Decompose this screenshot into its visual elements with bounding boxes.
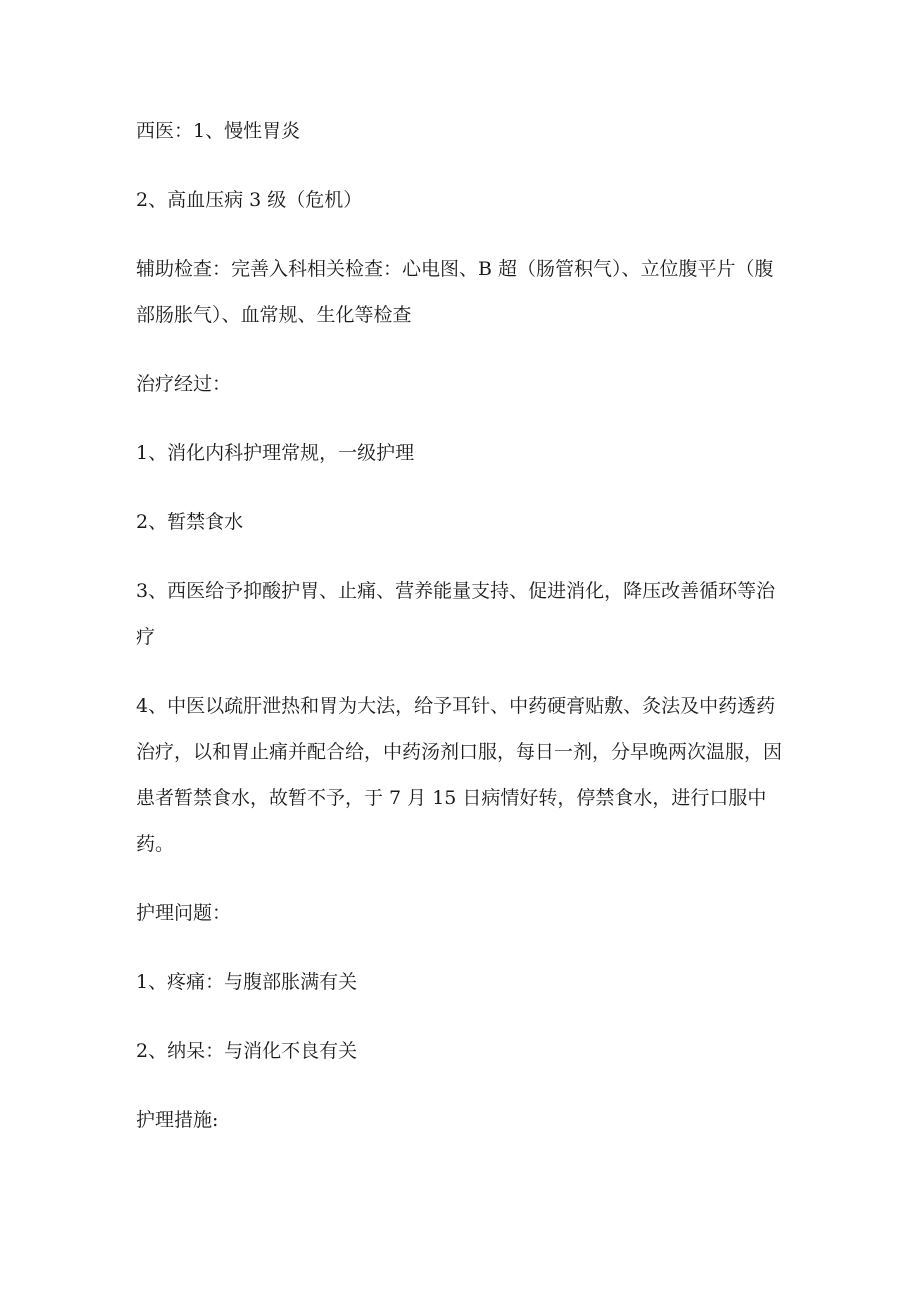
nursing-problem-1: 1、疼痛：与腹部胀满有关	[136, 971, 358, 993]
treatment-heading: 治疗经过：	[136, 373, 232, 395]
document-body	[136, 108, 792, 1166]
treatment-item-3: 3、西医给予抑酸护胃、止痛、营养能量支持、促进消化，降压改善循环等治疗	[136, 580, 776, 648]
nursing-problems-heading: 护理问题：	[136, 902, 232, 924]
diagnosis-western-line1: 西医：1、慢性胃炎	[136, 120, 301, 142]
auxiliary-exam-paragraph: 辅助检查：完善入科相关检查：心电图、B 超（肠管积气）、立位腹平片（腹部肠胀气）、血常规、生化等检查	[136, 258, 774, 326]
diagnosis-western-line2: 2、高血压病 3 级（危机）	[136, 189, 363, 211]
treatment-item-1: 1、消化内科护理常规，一级护理	[136, 442, 415, 464]
nursing-measures-heading: 护理措施:	[136, 1109, 219, 1131]
treatment-item-4: 4、中医以疏肝泄热和胃为大法，给予耳针、中药硬膏贴敷、灸法及中药透药治疗，以和胃止痛并配合给，中药汤剂口服，每日一剂，分早晚两次温服，因患者暂禁食水，故暂不予，于 7 月 15 日病情好转，停禁食水，进行口服中药。	[136, 695, 783, 855]
treatment-item-2: 2、暂禁食水	[136, 511, 244, 533]
nursing-problem-2: 2、纳呆：与消化不良有关	[136, 1040, 358, 1062]
